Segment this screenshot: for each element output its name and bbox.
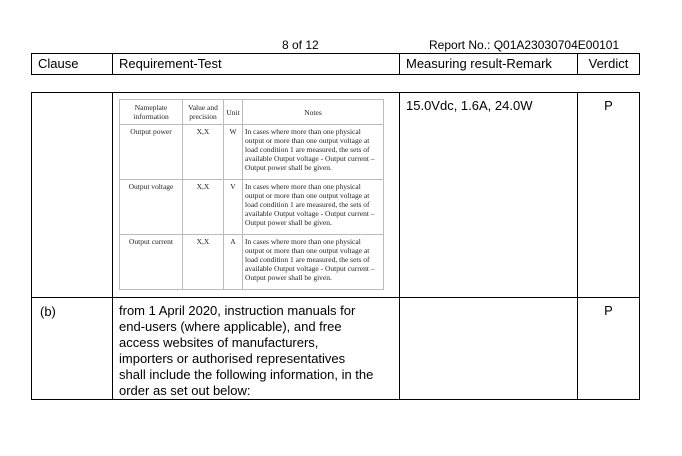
row2-clause-cell: [31, 297, 113, 400]
column-header-verdict: Verdict: [577, 53, 640, 75]
row2-requirement-cell: [112, 297, 400, 400]
nameplate-row-output-power: [120, 125, 384, 180]
column-header-clause: Clause: [31, 53, 113, 75]
row2-result: [400, 298, 577, 303]
nameplate-header-notes: Notes: [243, 100, 384, 125]
nameplate-header-value: Value and precision: [183, 100, 224, 125]
row1-result: 15.0Vdc, 1.6A, 24.0W: [406, 98, 533, 113]
column-header-result: Measuring result-Remark: [399, 53, 578, 75]
nameplate-row-notes: In cases where more than one physical output or more than one output voltage at load condition 1 are measured, the sets of available Output voltage - Output current – Output power shall be given.: [243, 235, 384, 290]
nameplate-header-unit: Unit: [224, 100, 243, 125]
nameplate-row-notes: In cases where more than one physical output or more than one output voltage at load condition 1 are measured, the sets of available Output voltage - Output current – Output power shall be given.: [243, 180, 384, 235]
nameplate-table-header: [120, 100, 384, 125]
nameplate-row-unit: W: [224, 125, 243, 180]
nameplate-header-name: Nameplate information: [120, 100, 183, 125]
nameplate-row-value: X,X: [183, 180, 224, 235]
nameplate-table: [119, 99, 384, 290]
report-number: Report No.: Q01A23030704E00101: [429, 38, 620, 52]
nameplate-row-name: Output power: [120, 125, 183, 180]
row1-requirement-cell: [112, 92, 400, 298]
row2-requirement: from 1 April 2020, instruction manuals for end-users (where applicable), and free access websites of manufacturers, importers or authorised representatives shall include the following information, in the order as set out below:: [119, 303, 374, 398]
page-number: 8 of 12: [282, 38, 319, 52]
row2-verdict: P: [604, 303, 613, 318]
nameplate-row-unit: A: [224, 235, 243, 290]
row2-verdict-cell: [577, 297, 640, 400]
row1-verdict: P: [604, 98, 613, 113]
nameplate-row-value: X,X: [183, 235, 224, 290]
row2-result-cell: [399, 297, 578, 400]
nameplate-row-notes: In cases where more than one physical output or more than one output voltage at load condition 1 are measured, the sets of available Output voltage - Output current – Output power shall be given.: [243, 125, 384, 180]
nameplate-row-output-voltage: [120, 180, 384, 235]
nameplate-row-name: Output current: [120, 235, 183, 290]
row2-clause: (b): [40, 304, 56, 319]
nameplate-row-unit: V: [224, 180, 243, 235]
row1-verdict-cell: [577, 92, 640, 298]
column-header-requirement: Requirement-Test: [112, 53, 400, 75]
row1-result-cell: [399, 92, 578, 298]
row1-clause: [32, 93, 112, 99]
row1-clause-cell: [31, 92, 113, 298]
nameplate-row-value: X,X: [183, 125, 224, 180]
nameplate-row-name: Output voltage: [120, 180, 183, 235]
nameplate-row-output-current: [120, 235, 384, 290]
